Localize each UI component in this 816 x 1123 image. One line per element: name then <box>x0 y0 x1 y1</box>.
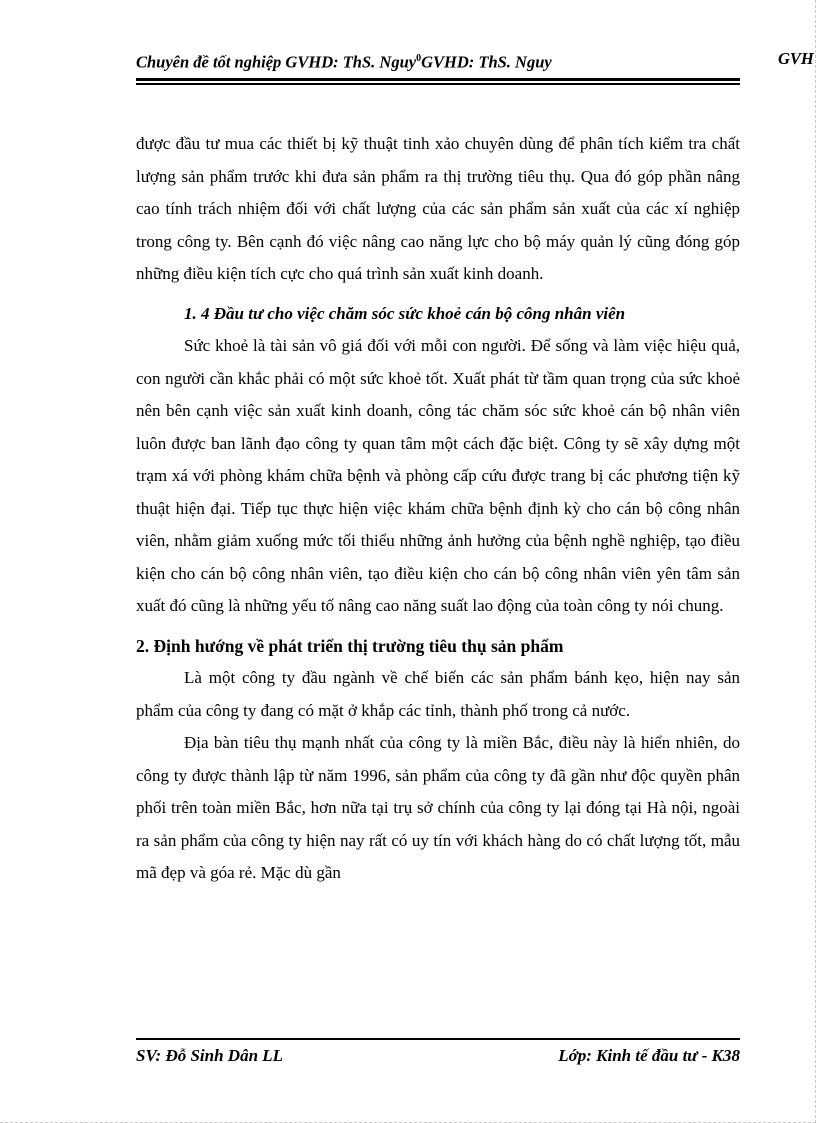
header-rule-thick <box>136 78 740 81</box>
paragraph-health: Sức khoẻ là tài sản vô giá đối với mỗi con người. Để sống và làm việc hiệu quả, con người cần khắc phải có một sức khoẻ tốt. Xuất phát từ tầm quan trọng của sức khoẻ nên bên cạnh việc sản xuất kinh doanh, công tác chăm sóc sức khoẻ cán bộ nhân viên luôn được ban lãnh đạo công ty quan tâm một cách đặc biệt. Công ty sẽ xây dựng một trạm xá với phòng khám chữa bệnh và phòng cấp cứu được trang bị các phương tiện kỹ thuật hiện đại. Tiếp tục thực hiện việc khám chữa bệnh định kỳ cho cán bộ công nhân viên, nhằm giảm xuống mức tối thiểu những ảnh hưởng của bệnh nghề nghiệp, tạo điều kiện cho cán bộ công nhân viên, tạo điều kiện cho cán bộ công nhân viên yên tâm sản xuất đó cũng là những yếu tố nâng cao năng suất lao động của toàn công ty nói chung. <box>136 336 740 615</box>
header-superscript: 0 <box>416 53 422 64</box>
document-body <box>136 128 740 890</box>
footer-student: SV: Đỗ Sinh Dân LL <box>136 1046 284 1065</box>
header-title-right-clipped: GVH <box>778 49 814 68</box>
heading-1-4: 1. 4 Đầu tư cho việc chăm sóc sức khoẻ cán bộ công nhân viên <box>184 303 626 323</box>
header-title-left: Chuyên đề tốt nghiệp GVHD: ThS. Nguy <box>136 52 417 72</box>
footer-class: Lớp: Kinh tế đầu tư - K38 <box>558 1046 740 1065</box>
footer-rule <box>136 1038 740 1040</box>
header-rule-thin <box>136 83 740 85</box>
paragraph-market-intro: Là một công ty đầu ngành về chế biến các sản phẩm bánh kẹo, hiện nay sản phẩm của công ty đang có mặt ở khắp các tỉnh, thành phố trong cả nước. <box>136 668 740 720</box>
heading-2: 2. Định hướng về phát triển thị trường tiêu thụ sản phẩm <box>136 635 564 656</box>
paragraph-continuation: được đầu tư mua các thiết bị kỹ thuật tinh xảo chuyên dùng để phân tích kiểm tra chất lượng sản phẩm trước khi đưa sản phẩm ra thị trường tiêu thụ. Qua đó góp phần nâng cao tính trách nhiệm đối với chất lượng của các sản phẩm sản xuất của các xí nghiệp trong công ty. Bên cạnh đó việc nâng cao năng lực cho bộ máy quản lý cũng đóng góp những điều kiện tích cực cho quá trình sản xuất kinh doanh. <box>136 134 740 283</box>
header-title-mid: GVHD: ThS. Nguy <box>421 52 552 72</box>
page-header <box>136 48 740 85</box>
header-title <box>136 48 740 74</box>
page-footer <box>136 1044 740 1068</box>
paragraph-market-detail: Địa bàn tiêu thụ mạnh nhất của công ty là miền Bắc, điều này là hiển nhiên, do công ty được thành lập từ năm 1996, sản phẩm của công ty đã gần như độc quyền phân phối trên toàn miền Bắc, hơn nữa tại trụ sở chính của công ty lại đóng tại Hà nội, ngoài ra sản phẩm của công ty hiện nay rất có uy tín với khách hàng do có chất lượng tốt, mẫu mã đẹp và góa rẻ. Mặc dù gần <box>136 733 740 882</box>
